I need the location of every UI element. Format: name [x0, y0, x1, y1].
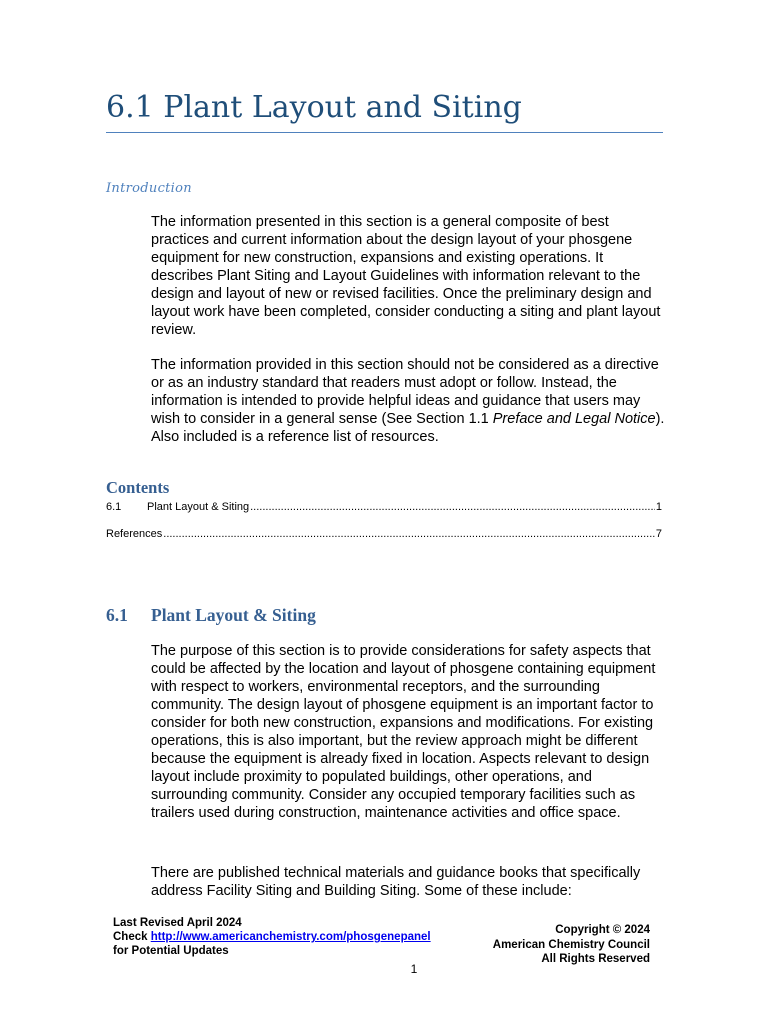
section-heading [106, 605, 316, 626]
check-prefix: Check [113, 931, 151, 943]
last-revised: Last Revised April 2024 [113, 917, 242, 929]
introduction-heading: Introduction [106, 181, 192, 196]
toc-leader-dots [163, 528, 655, 540]
section-number: 6.1 [106, 605, 128, 625]
intro-paragraph-1: The information presented in this section is a general composite of best practices and current information about the design layout of your phosgene equipment for new construction, expansions and existing operations. It describes Plant Siting and Layout Guidelines with information relevant to the design and layout of new or revised facilities. Once the preliminary design and layout work have been completed, consider conducting a siting and plant layout review. [151, 214, 661, 338]
toc-entry-title: Plant Layout & Siting [147, 501, 250, 513]
page-number: 1 [410, 962, 418, 976]
section-title: Plant Layout & Siting [151, 605, 316, 625]
footer-revision-info [113, 916, 431, 958]
check-updates-line [113, 930, 431, 944]
toc-entry-page: 7 [655, 528, 662, 540]
footer-copyright [493, 923, 650, 967]
intro-paragraph-2 [151, 356, 666, 446]
legal-notice-reference: Preface and Legal Notice [492, 411, 656, 427]
toc-leader-dots [250, 501, 655, 513]
toc-entry-references[interactable] [106, 528, 662, 544]
toc-entry-page: 1 [655, 501, 662, 513]
intro-paragraph-2-text: The information provided in this section should not be considered as a directive or as an industry standard that readers must adopt or follow. Instead, the information is intended to provide helpful ideas and guidance that users may wish to consider in a general sense (See Section 1.1 [151, 357, 659, 427]
contents-heading: Contents [106, 478, 170, 497]
toc-entry-number: 6.1 [106, 501, 122, 513]
rights-reserved: All Rights Reserved [541, 953, 650, 965]
toc-entry-plant-layout[interactable] [106, 501, 662, 517]
section-paragraph-2: There are published technical materials and guidance books that specifically address Facility Siting and Building Siting. Some of these include: [151, 865, 641, 899]
intro-paragraph-2-end: ). Also included is a reference list of resources. [151, 411, 665, 445]
potential-updates: for Potential Updates [113, 945, 229, 957]
organization-name: American Chemistry Council [492, 938, 650, 951]
title-number: 6.1 [106, 90, 154, 125]
section-paragraph-1: The purpose of this section is to provide considerations for safety aspects that could be affected by the location and layout of phosgene containing equipment with respect to workers, environmental receptors, and the surrounding community. The design layout of phosgene equipment is an important factor to consider for both new construction, expansions and modifications. For existing operations, this is also important, but the review approach might be different because the equipment is already fixed in location. Aspects relevant to design layout include proximity to populated buildings, other operations, and surrounding community. Consider any occupied temporary facilities such as trailers used during construction, maintenance activities and office space. [151, 643, 656, 821]
title-text: Plant Layout and Siting [163, 90, 522, 125]
page-title [106, 88, 662, 128]
copyright-line: Copyright © 2024 [555, 924, 650, 936]
title-divider [106, 132, 663, 133]
phosgene-panel-link[interactable]: http://www.americanchemistry.com/phosgenepanel [150, 931, 431, 943]
toc-entry-title: References [106, 528, 163, 540]
